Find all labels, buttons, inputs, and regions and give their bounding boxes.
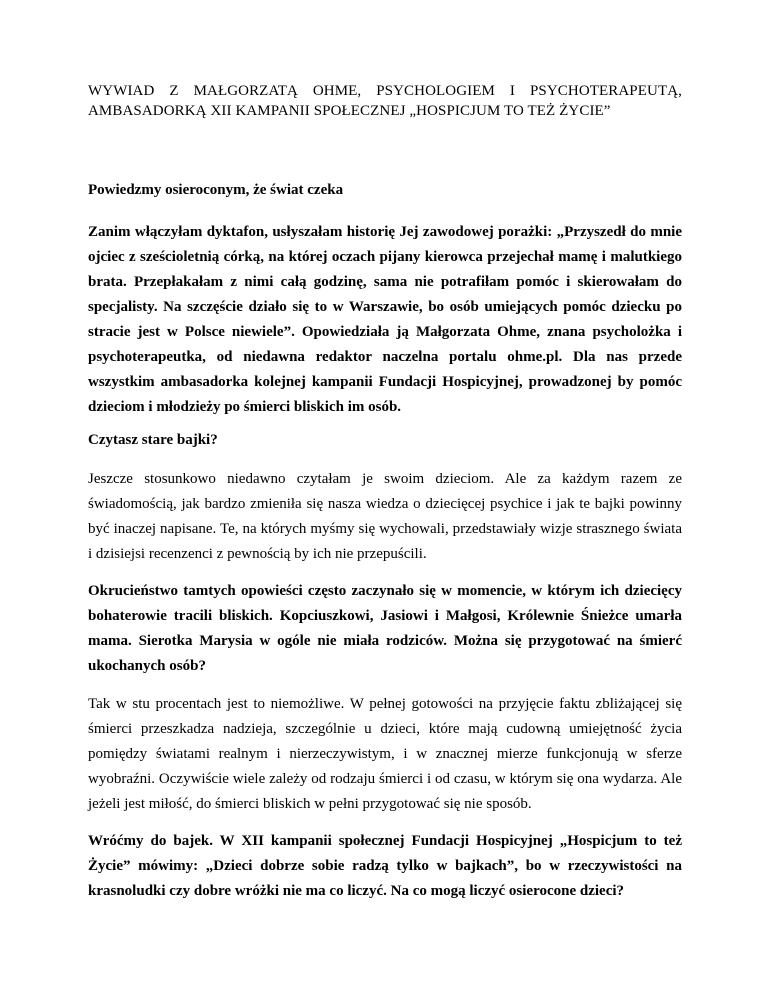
intro-paragraph: Zanim włączyłam dyktafon, usłyszałam historię Jej zawodowej porażki: „Przyszedł do mnie ojciec z sześcioletnią córką, na której oczach pijany kierowca przejechał mamę i malutkiego brata. Przepłakałam z nimi całą godzinę, sama nie potrafiłam pomóc i skierowałam do specjalisty. Na szczęście działo się to w Warszawie, bo osób umiejących pomóc dziecku po stracie jest w Polsce niewiele”. Opowiedziała ją Małgorzata Ohme, znana psycholożka i psychoterapeutka, od niedawna redaktor naczelna portalu ohme.pl. Dla nas przede wszystkim ambasadorka kolejnej kampanii Fundacji Hospicyjnej, prowadzonej by pomóc dzieciom i młodzieży po śmierci bliskich im osób. [88,224,682,415]
document-title: WYWIAD Z MAŁGORZATĄ OHME, PSYCHOLOGIEM I PSYCHOTERAPEUTĄ, AMBASADORKĄ XII KAMPANII SPOŁECZNEJ „HOSPICJUM TO TEŻ ŻYCIE” [88,83,682,119]
document-page [88,81,682,904]
question-3: Wróćmy do bajek. W XII kampanii społecznej Fundacji Hospicyjnej „Hospicjum to też Życie” mówimy: „Dzieci dobrze sobie radzą tylko w bajkach”, bo w rzeczywistości na krasnoludki czy dobre wróżki nie ma co liczyć. Na co mogą liczyć osierocone dzieci? [88,833,682,899]
answer-2: Tak w stu procentach jest to niemożliwe. W pełnej gotowości na przyjęcie faktu zbliżającej się śmierci przeszkadza nadzieja, szczególnie u dzieci, które mają cudowną umiejętność życia pomiędzy światami realnym i nierzeczywistym, i w znacznej mierze funkcjonują w sferze wyobraźni. Oczywiście wiele zależy od rodzaju śmierci i od czasu, w którym się ona wydarza. Ale jeżeli jest miłość, do śmierci bliskich w pełni przygotować się nie sposób. [88,696,682,812]
question-2: Okrucieństwo tamtych opowieści często zaczynało się w momencie, w którym ich dziecięcy bohaterowie tracili bliskich. Kopciuszkowi, Jasiowi i Małgosi, Królewnie Śnieżce umarła mama. Sierotka Marysia w ogóle nie miała rodziców. Można się przygotować na śmierć ukochanych osób? [88,583,682,674]
article-subtitle: Powiedzmy osieroconym, że świat czeka [88,182,344,198]
question-1: Czytasz stare bajki? [88,432,218,448]
answer-1: Jeszcze stosunkowo niedawno czytałam je swoim dzieciom. Ale za każdym razem ze świadomością, jak bardzo zmieniła się nasza wiedza o dziecięcej psychice i jak te bajki powinny być inaczej napisane. Te, na których myśmy się wychowali, przedstawiały wizje strasznego świata i dzisiejsi recenzenci z pewnością by ich nie przepuścili. [88,471,682,562]
